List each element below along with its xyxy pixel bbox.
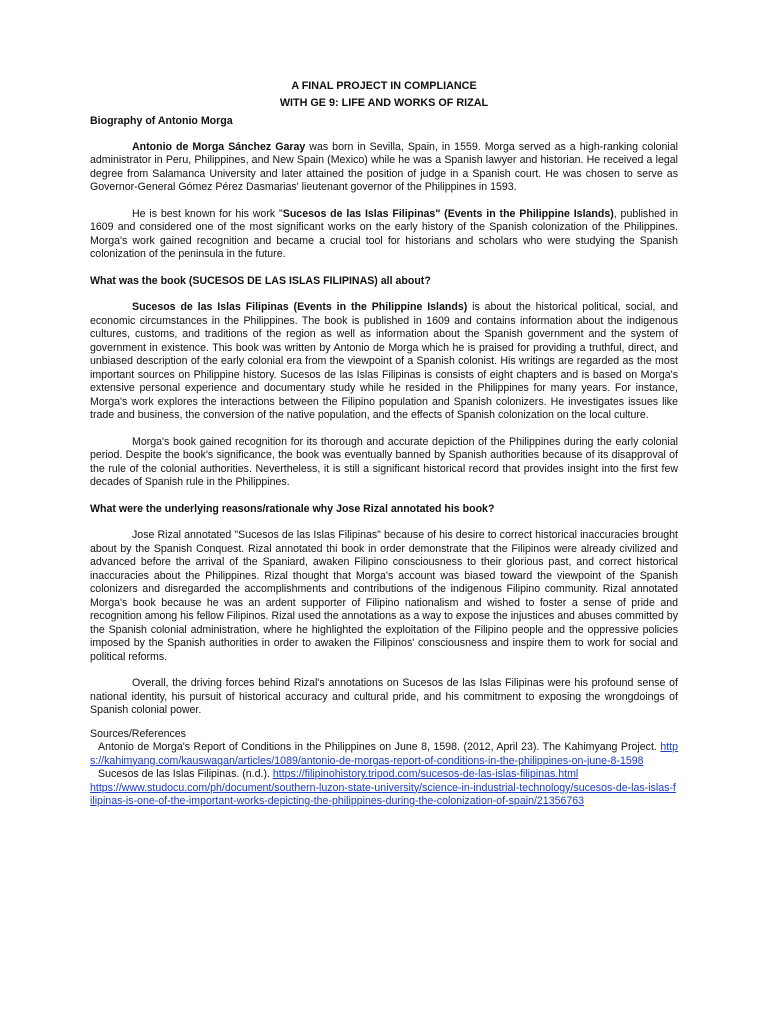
paragraph-text: is about the historical political, social, and economic circumstances in the Philippines. The book is published in 1609 and contains information about the indigenous cultures, customs, and traditions of the region as well as information about the Spanish government and the system of government in existence. This book was written by Antonio de Morga which he is praised for providing a truthful, direct, and unbiased description of the early colonial era from the viewpoint of a Spanish colonist. His writings are regarded as the most important sources on Philippine history. Sucesos de las Islas Filipinas is consists of eight chapters and is based on Morga's extensive personal experience and documentary study while he resided in the Philippines for many years. For instance, Morga's work explores the interactions between the Filipino population and Spanish colonizers. He investigates issues like trade and business, the conversion of the native population, and the effects of Spanish colonization on the local culture.	[90, 301, 678, 421]
paragraph-biography-1	[90, 141, 678, 195]
title-line-1: A FINAL PROJECT IN COMPLIANCE	[291, 80, 477, 92]
document-page	[90, 78, 678, 809]
paragraph-text: , published in 1609 and considered one of the most significant works on the early history of the Spanish colonization of the Philippines. Morga's work gained recognition and became a crucial tool for historians and scholars who were studying the Spanish colonization of the peninsula in the future.	[90, 207, 678, 260]
reference-text: Antonio de Morga's Report of Conditions in the Philippines on June 8, 1598. (2012, April 23). The Kahimyang Project.	[98, 741, 661, 753]
reference-1	[90, 741, 678, 768]
sources-section	[90, 728, 678, 809]
sources-heading: Sources/References	[90, 727, 186, 740]
reference-text: Sucesos de las Islas Filipinas. (n.d.).	[98, 768, 273, 780]
bold-book-title: Sucesos de las Islas Filipinas (Events in the Philippine Islands)	[132, 301, 468, 313]
reference-3	[90, 782, 678, 809]
paragraph-rizal-2: Overall, the driving forces behind Rizal's annotations on Sucesos de las Islas Filipinas were his profound sense of national identity, his pursuit of historical accuracy and cultural pride, and his commitment to exposing the wrongdoings of Spanish colonial power.	[90, 677, 678, 716]
bold-name: Antonio de Morga Sánchez Garay	[132, 140, 306, 153]
paragraph-pre: He is best known for his work "	[132, 207, 283, 220]
bold-book-title: Sucesos de las Islas Filipinas" (Events in the Philippine Islands)	[282, 207, 614, 220]
document-title	[90, 78, 678, 112]
heading-biography: Biography of Antonio Morga	[90, 115, 233, 127]
paragraph-book-about-1	[90, 301, 678, 423]
paragraph-text: was born in Sevilla, Spain, in 1559. Morga served as a high-ranking colonial administrator in Peru, Philippines, and New Spain (Mexico) while he was a Spanish lawyer and historian. He received a legal degree from Salamanca University and later attained the position of judge in a Spanish court. He was chosen to serve as Governor-General Gómez Pérez Dasmarias' lieutenant governor of the Philippines in 1593.	[90, 140, 678, 193]
reference-2	[90, 768, 678, 782]
title-line-2: WITH GE 9: LIFE AND WORKS OF RIZAL	[279, 97, 489, 109]
reference-link-tripod[interactable]: https://filipinohistory.tripod.com/sucesos-de-las-islas-filipinas.html	[272, 768, 579, 780]
reference-link-studocu[interactable]: https://www.studocu.com/ph/document/southern-luzon-state-university/science-in-industrial-technology/sucesos-de-las-islas-filipinas-is-one-of-the-important-works-depicting-the-philippines-during-the-colonization-of-spain/21356763	[90, 781, 676, 807]
paragraph-book-about-2: Morga's book gained recognition for its thorough and accurate depiction of the Philippines during the early colonial period. Despite the book's significance, the book was eventually banned by Spanish authorities because of its disapproval of the rule of the colonial authorities. Nevertheless, it is still a significant historical record that provides insight into the first few decades of Spanish rule in the Philippines.	[90, 435, 678, 488]
paragraph-biography-2	[90, 208, 678, 262]
heading-book-about: What was the book (SUCESOS DE LAS ISLAS FILIPINAS) all about?	[90, 274, 431, 287]
paragraph-rizal-1: Jose Rizal annotated "Sucesos de las Islas Filipinas" because of his desire to correct historical inaccuracies brought about by the Spanish Conquest. Rizal annotated thi book in order demonstrate that the Filipinos were already civilized and advanced before the arrival of the Spaniard, awaken Filipino consciousness to their glorious past, and correct historical inaccuracies about the Philippines. Rizal thought that Morga's account was biased toward the viewpoint of the Spanish colonizers and disregarded the accomplishments and contributions of the indigenous Filipino community. Rizal annotated Morga's book because he was an ardent supporter of Filipino nationalism and wished to foster a sense of pride and recognition among his fellow Filipinos. Rizal used the annotations as a way to expose the injustices and abuses committed by the Spanish colonial administration, where he highlighted the exploitation of the Filipino people and the oppressive policies imposed by the Spanish authorities in order to awaken the Filipinos' consciousness and inspire them to work for social and political reforms.	[90, 529, 678, 663]
reference-link-kahimyang[interactable]: https://kahimyang.com/kauswagan/articles/1089/antonio-de-morgas-report-of-conditions-in-the-philippines-on-june-8-1598	[90, 741, 678, 767]
heading-rizal-reasons: What were the underlying reasons/rationale why Jose Rizal annotated his book?	[90, 502, 495, 515]
